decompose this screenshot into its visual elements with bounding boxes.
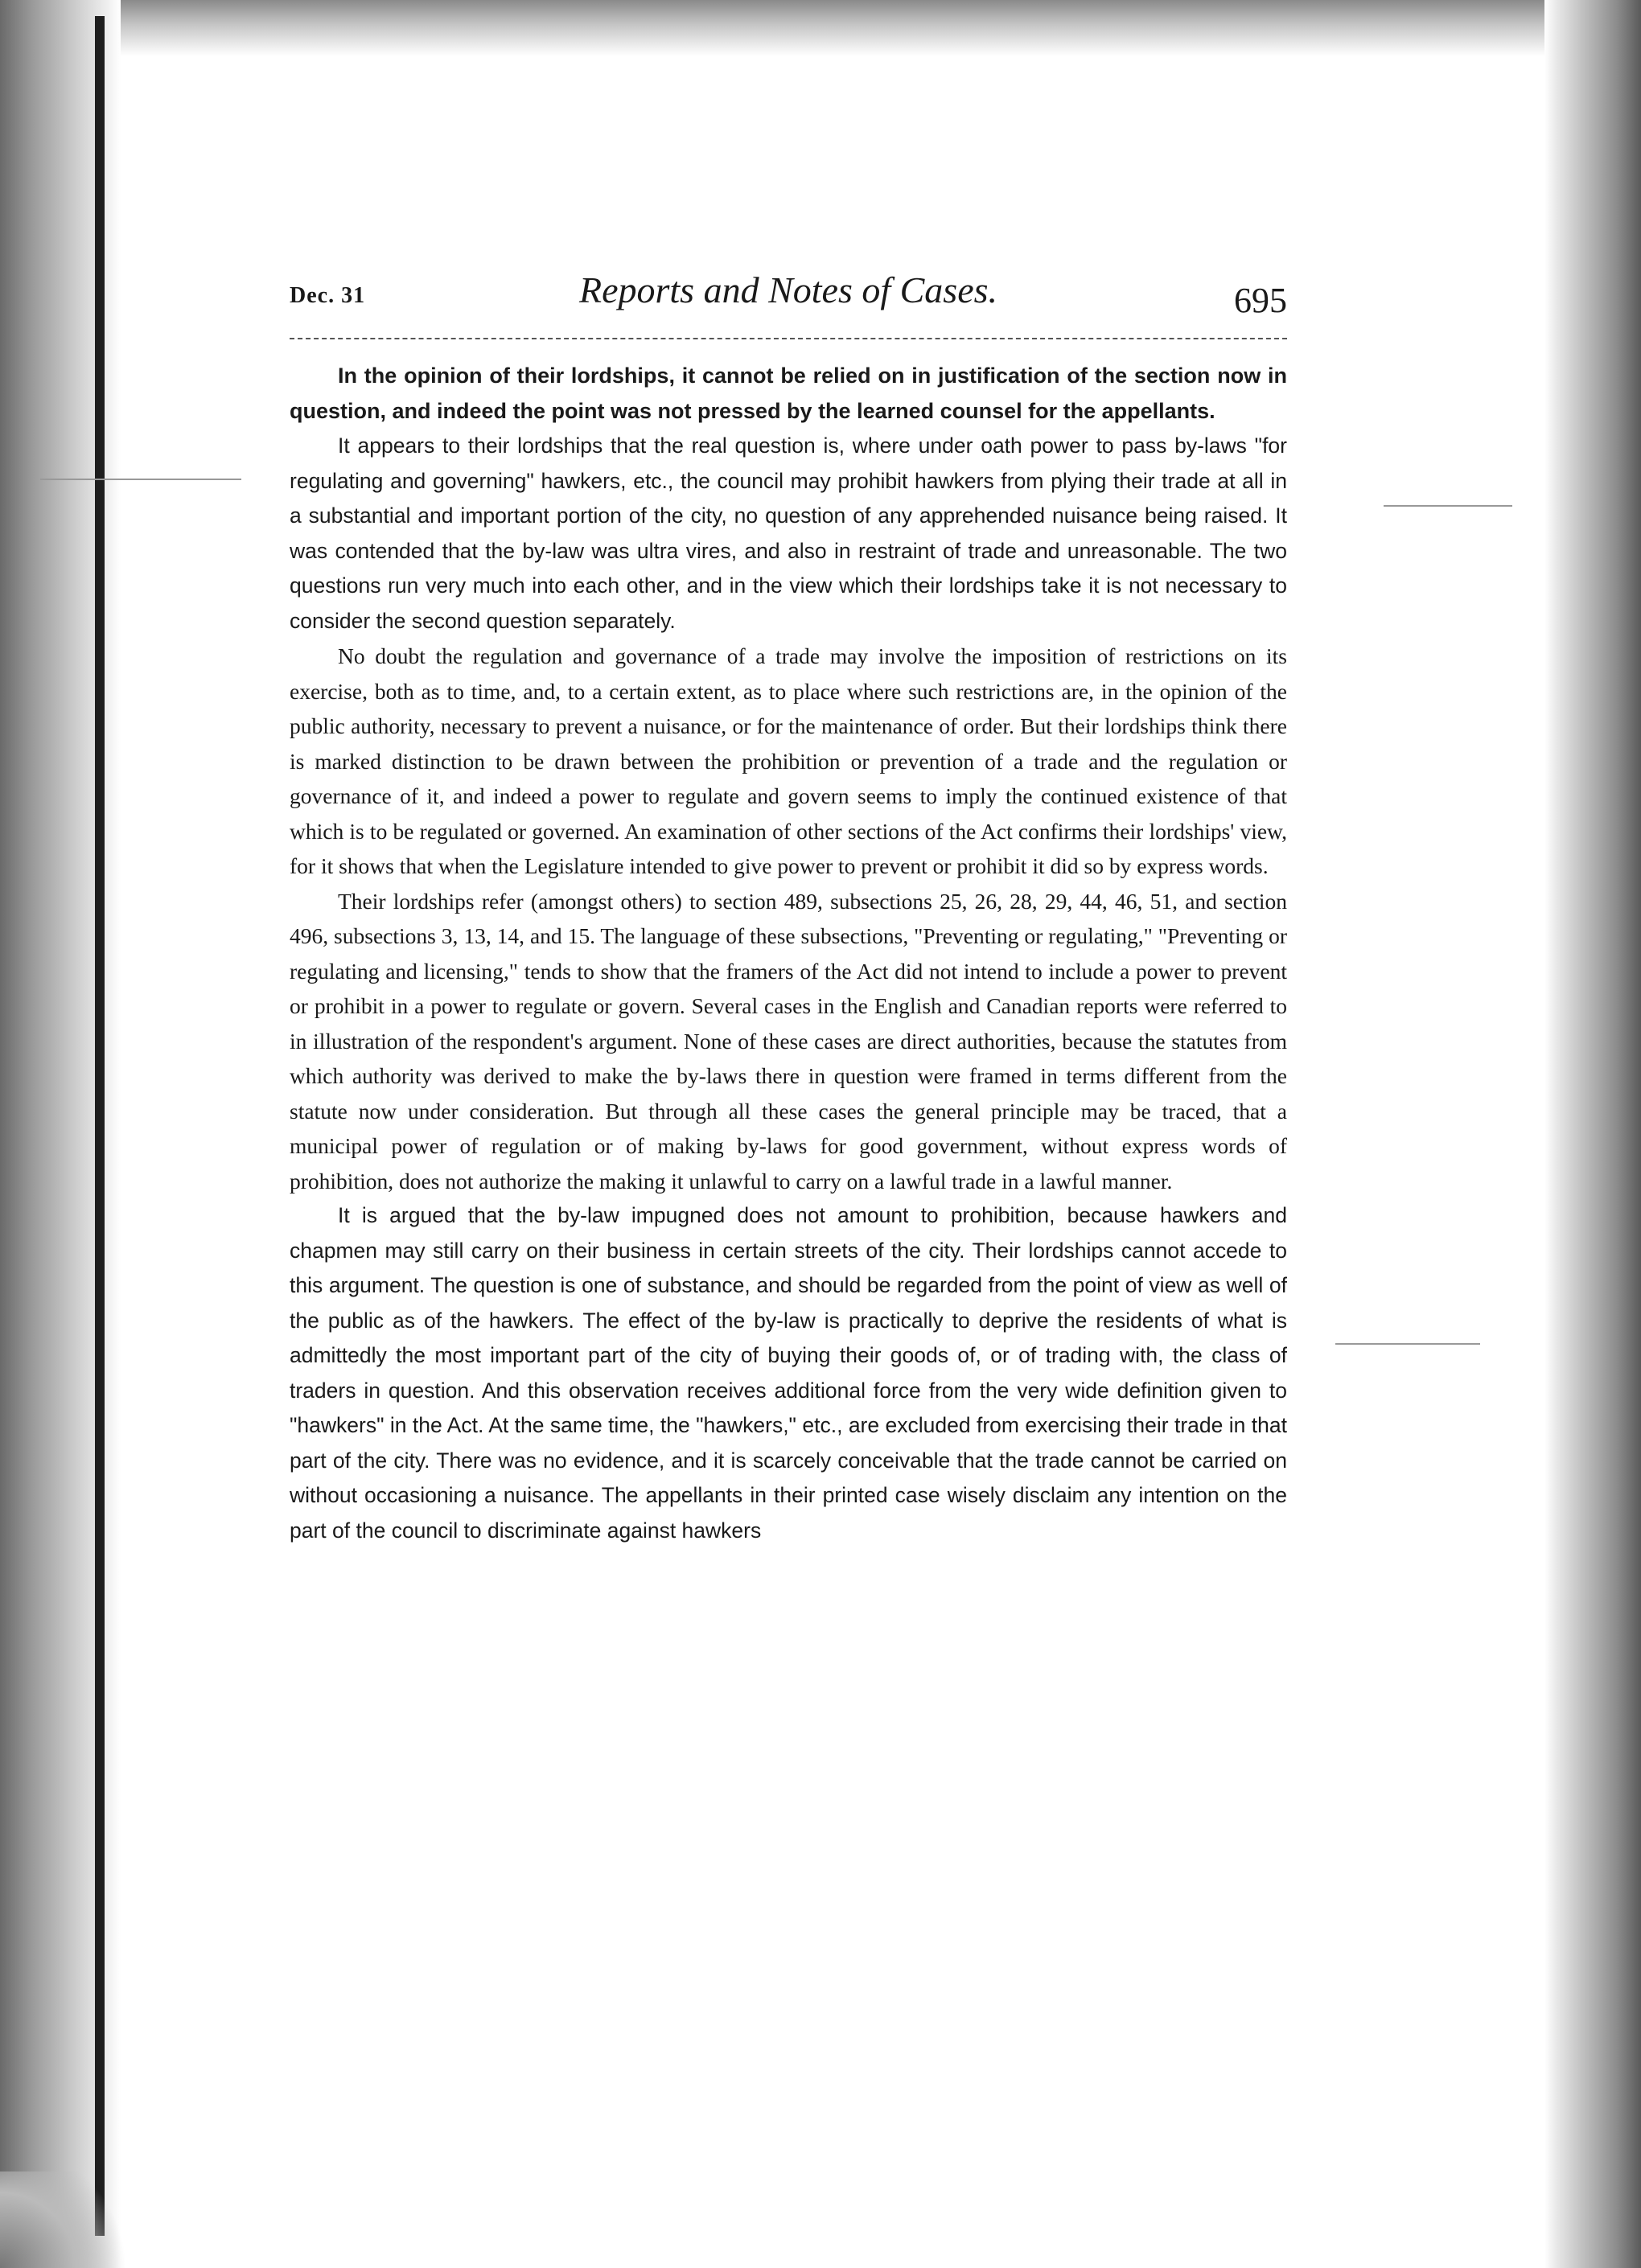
scan-corner-bottom-left — [0, 2171, 137, 2268]
margin-rule-right-lower — [1335, 1343, 1480, 1345]
running-head-date: Dec. 31 — [290, 283, 366, 308]
document-page — [290, 265, 1287, 1548]
page-number: 695 — [1234, 281, 1287, 320]
body-text — [290, 359, 1287, 1548]
running-head — [290, 265, 1287, 339]
margin-rule-left — [40, 479, 241, 480]
paragraph: It is argued that the by-law impugned does not amount to prohibition, because hawkers and chapmen may still carry on their business in certain streets of the city. Their lordships cannot accede to this argument. The question is one of substance, and should be regarded from the point of view as well of the public as of the hawkers. The effect of the by-law is practically to deprive the residents of what is admittedly the most important part of the city of buying their goods of, or of trading with, the class of traders in question. And this observation receives additional force from the very wide definition given to "hawkers" in the Act. At the same time, the "hawkers," etc., are excluded from exercising their trade in that part of the city. There was no evidence, and it is scarcely conceivable that the trade cannot be carried on without occasioning a nuisance. The appellants in their printed case wisely disclaim any intention on the part of the council to discriminate against hawkers — [290, 1203, 1287, 1543]
paragraph: No doubt the regulation and governance of a trade may involve the imposition of restrictions on its exercise, both as to time, and, to a certain extent, as to place where such restrictions are, in the opinion of the public authority, necessary to prevent a nuisance, or for the maintenance of order. But their lordships think there is marked distinction to be drawn between the prohibition or prevention of a trade and the regulation or governance of it, and indeed a power to regulate and govern seems to imply the continued existence of that which is to be regulated or governed. An examination of other sections of the Act confirms their lordships' view, for it shows that when the Legislature intended to give power to prevent or prohibit it did so by express words. — [290, 643, 1287, 878]
paragraph: In the opinion of their lordships, it cannot be relied on in justification of the section now in question, and indeed the point was not pressed by the learned counsel for the appellants. — [290, 364, 1287, 423]
scan-edge-right — [1544, 0, 1641, 2268]
margin-rule-right — [1384, 505, 1512, 507]
paragraph: It appears to their lordships that the real question is, where under oath power to pass by-laws "for regulating and governing" hawkers, etc., the council may prohibit hawkers from plying their trade at all in a substantial and important portion of the city, no question of any apprehended nuisance being raised. It was contended that the by-law was ultra vires, and also in restraint of trade and unreasonable. The two questions run very much into each other, and in the view which their lordships take it is not necessary to consider the second question separately. — [290, 433, 1287, 633]
scan-binding-shadow — [95, 16, 105, 2236]
scan-edge-top — [0, 0, 1641, 56]
running-head-title: Reports and Notes of Cases. — [578, 269, 998, 310]
paragraph: Their lordships refer (amongst others) to section 489, subsections 25, 26, 28, 29, 44, 46, 51, and section 496, subsections 3, 13, 14, and 15. The language of these subsections, "Preventing or regulating," "Preventing or regulating and licensing," tends to show that the framers of the Act did not intend to include a power to prevent or prohibit in a power to regulate or govern. Several cases in the English and Canadian reports were referred to in illustration of the respondent's argument. None of these cases are direct authorities, because the statutes from which authority was derived to make the by-laws there in question were framed in terms different from the statute now under consideration. But through all these cases the general principle may be traced, that a municipal power of regulation or of making by-laws for good government, without express words of prohibition, does not authorize the making it unlawful to carry on a lawful trade in a lawful manner. — [290, 888, 1287, 1194]
